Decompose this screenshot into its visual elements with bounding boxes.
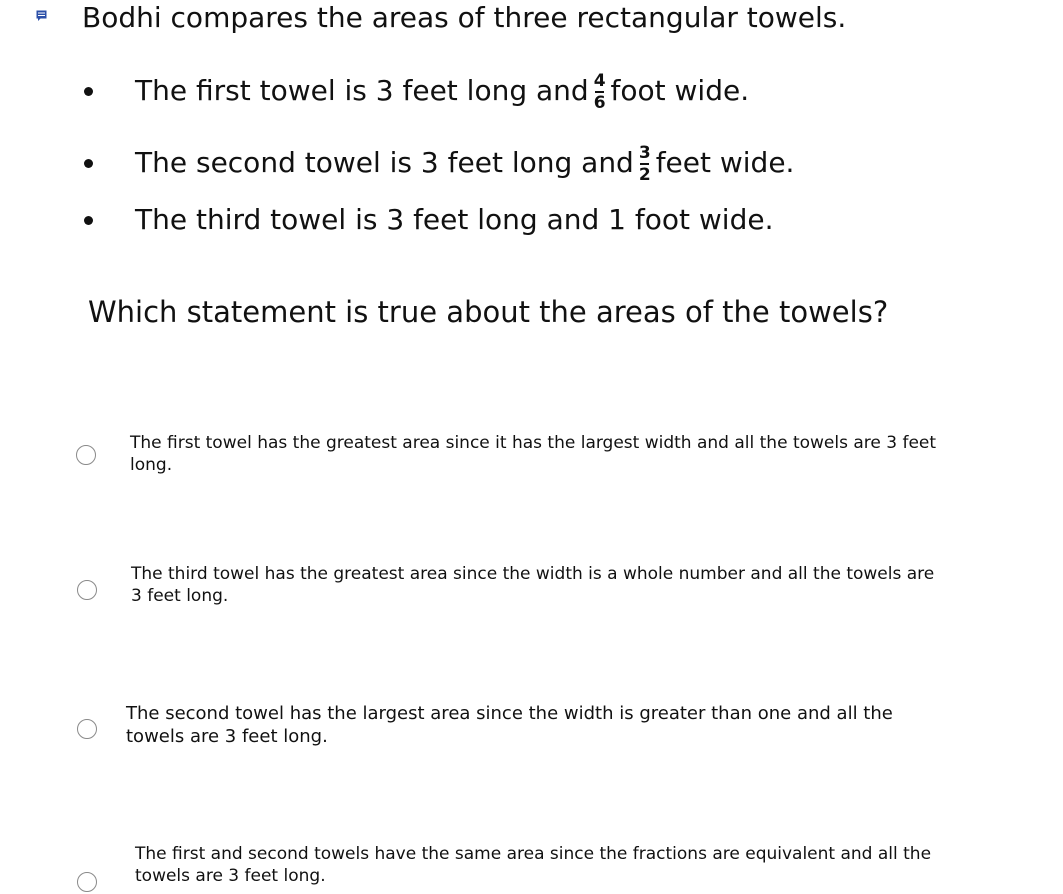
note-icon[interactable] [36, 10, 47, 21]
fraction-numerator: 3 [638, 143, 651, 163]
bullet-item-second-towel [84, 142, 794, 184]
bullet-dot [84, 216, 93, 225]
question-prompt: Which statement is true about the areas of the towels? [88, 295, 889, 329]
bullet-dot [84, 87, 93, 96]
radio-button-a[interactable] [76, 445, 96, 465]
choice-text-a[interactable]: The first towel has the greatest area since it has the largest width and all the towels are 3 feet long. [130, 433, 937, 475]
fraction-four-sixths [594, 71, 606, 113]
question-intro: Bodhi compares the areas of three rectangular towels. [82, 1, 847, 34]
bullet-text: The third towel is 3 feet long and 1 foot wide. [135, 203, 774, 236]
bullet-dot [84, 159, 93, 168]
radio-button-d[interactable] [77, 872, 97, 892]
fraction-denominator: 2 [638, 165, 651, 185]
fraction-denominator: 6 [593, 93, 606, 113]
bullet-text-after: feet wide. [655, 146, 795, 179]
bullet-text-before: The second towel is 3 feet long and [135, 146, 634, 179]
radio-button-b[interactable] [77, 580, 97, 600]
choice-text-d[interactable]: The first and second towels have the same area since the fractions are equivalent and all the towels are 3 feet long. [135, 844, 932, 886]
fraction-numerator: 4 [593, 71, 606, 91]
bullet-item-third-towel [84, 202, 773, 238]
bullet-text-after: foot wide. [610, 74, 750, 107]
bullet-text-before: The first towel is 3 feet long and [135, 74, 589, 107]
bullet-item-first-towel [84, 70, 749, 112]
fraction-three-halves [639, 143, 651, 185]
choice-text-b[interactable]: The third towel has the greatest area since the width is a whole number and all the towels are 3 feet long. [131, 564, 935, 606]
radio-button-c[interactable] [77, 719, 97, 739]
choice-text-c[interactable]: The second towel has the largest area since the width is greater than one and all the towels are 3 feet long. [126, 703, 893, 747]
